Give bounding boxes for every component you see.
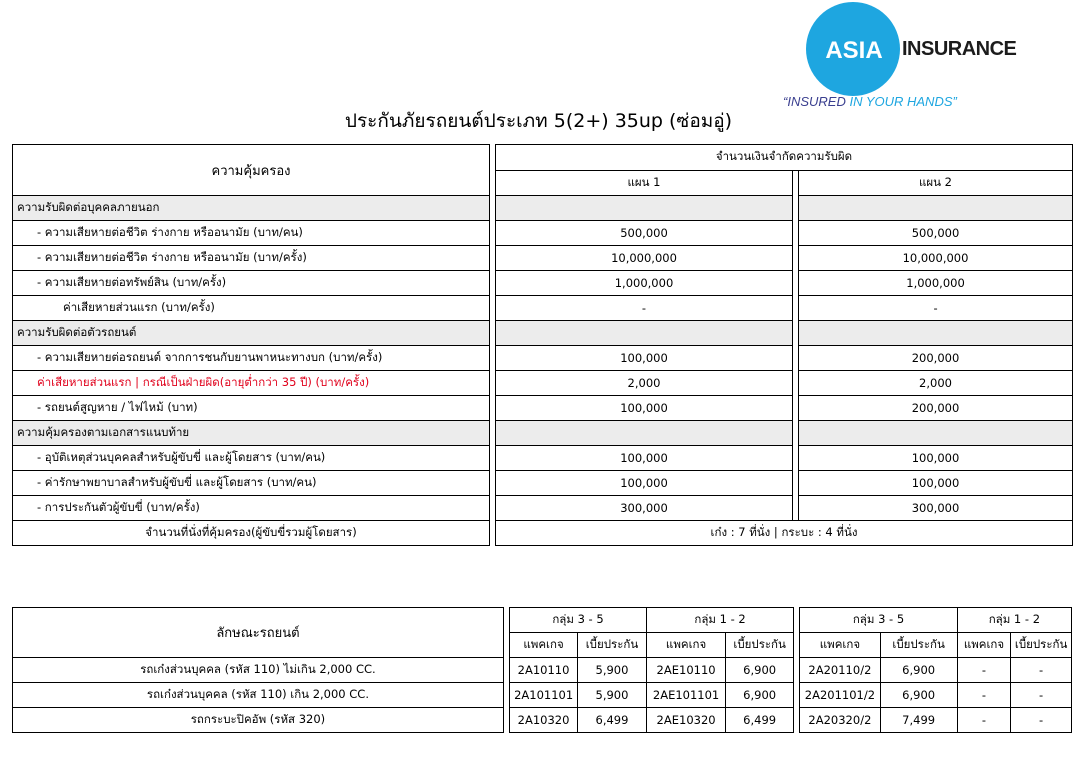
col-premium: เบี้ยประกัน — [1011, 633, 1072, 658]
package-code: - — [957, 658, 1011, 683]
premium-value: 6,900 — [726, 683, 794, 708]
deductible-label: ค่าเสียหายส่วนแรก | กรณีเป็นฝ่ายผิด(อายุต่ำกว่า 35 ปี) (บาท/ครั้ง) — [13, 371, 490, 396]
coverage-row — [13, 471, 1073, 496]
group-header: กลุ่ม 3 - 5 — [800, 608, 957, 633]
plan2-header: แผน 2 — [799, 170, 1073, 196]
car-type-label: รถเก๋งส่วนบุคคล (รหัส 110) เกิน 2,000 CC. — [13, 683, 504, 708]
premium-value: 6,499 — [578, 708, 647, 733]
premium-value: 6,900 — [880, 658, 957, 683]
coverage-label: - ความเสียหายต่อทรัพย์สิน (บาท/ครั้ง) — [13, 271, 490, 296]
package-code: 2A10320 — [510, 708, 578, 733]
premium-row — [13, 708, 1072, 733]
coverage-label: - ความเสียหายต่อชีวิต ร่างกาย หรืออนามัย (บาท/คน) — [13, 221, 490, 246]
tagline-part-b: IN YOUR HANDS” — [849, 94, 957, 109]
group-header: กลุ่ม 3 - 5 — [510, 608, 647, 633]
premium-value: 5,900 — [578, 683, 647, 708]
page-title: ประกันภัยรถยนต์ประเภท 5(2+) 35up (ซ่อมอู่) — [344, 110, 733, 132]
coverage-row — [13, 221, 1073, 246]
package-code: 2A20110/2 — [800, 658, 880, 683]
package-code: 2AE10110 — [646, 658, 725, 683]
col-package: แพคเกจ — [800, 633, 880, 658]
limit-header: จำนวนเงินจำกัดความรับผิด — [496, 145, 1073, 171]
section-row — [13, 421, 1073, 446]
car-type-label: รถกระบะปิคอัพ (รหัส 320) — [13, 708, 504, 733]
coverage-row — [13, 371, 1073, 396]
plan1-value: 10,000,000 — [496, 246, 793, 271]
plan1-value: 100,000 — [496, 446, 793, 471]
coverage-row — [13, 346, 1073, 371]
plan1-value: 1,000,000 — [496, 271, 793, 296]
coverage-label: - การประกันตัวผู้ขับขี่ (บาท/ครั้ง) — [13, 496, 490, 521]
logo-brand: ASIA — [825, 37, 883, 64]
plan2-value: 500,000 — [799, 221, 1073, 246]
coverage-row — [13, 396, 1073, 421]
coverage-header: ความคุ้มครอง — [13, 145, 490, 196]
plan2-value: - — [799, 296, 1073, 321]
plan1-value: 100,000 — [496, 396, 793, 421]
package-code: 2AE101101 — [646, 683, 725, 708]
plan2-value: 200,000 — [799, 396, 1073, 421]
group-header: กลุ่ม 1 - 2 — [957, 608, 1071, 633]
plan2-value: 10,000,000 — [799, 246, 1073, 271]
coverage-label: - รถยนต์สูญหาย / ไฟไหม้ (บาท) — [13, 396, 490, 421]
package-code: 2A20320/2 — [800, 708, 880, 733]
package-code: 2A201101/2 — [800, 683, 880, 708]
plan2-value: 2,000 — [799, 371, 1073, 396]
coverage-label: - อุบัติเหตุส่วนบุคคลสำหรับผู้ขับขี่ และผู้โดยสาร (บาท/คน) — [13, 446, 490, 471]
section-title: ความรับผิดต่อตัวรถยนต์ — [13, 321, 490, 346]
premium-value: 6,900 — [880, 683, 957, 708]
coverage-row — [13, 496, 1073, 521]
col-package: แพคเกจ — [646, 633, 725, 658]
plan2-value: 100,000 — [799, 471, 1073, 496]
premium-value: 6,499 — [726, 708, 794, 733]
plan2-value: 200,000 — [799, 346, 1073, 371]
plan2-value: 1,000,000 — [799, 271, 1073, 296]
premium-value: 5,900 — [578, 658, 647, 683]
plan1-value: 500,000 — [496, 221, 793, 246]
package-code: 2AE10320 — [646, 708, 725, 733]
plan1-value: 100,000 — [496, 346, 793, 371]
seats-value: เก๋ง : 7 ที่นั่ง | กระบะ : 4 ที่นั่ง — [496, 521, 1073, 546]
car-type-label: รถเก๋งส่วนบุคคล (รหัส 110) ไม่เกิน 2,000 CC. — [13, 658, 504, 683]
coverage-row — [13, 296, 1073, 321]
plan1-value: 2,000 — [496, 371, 793, 396]
asia-insurance-logo — [783, 2, 1036, 110]
coverage-table — [12, 144, 1073, 546]
plan1-header: แผน 1 — [496, 170, 793, 196]
seats-label: จำนวนที่นั่งที่คุ้มครอง(ผู้ขับขี่รวมผู้โดยสาร) — [13, 521, 490, 546]
section-title: ความคุ้มครองตามเอกสารแนบท้าย — [13, 421, 490, 446]
section-row — [13, 196, 1073, 221]
coverage-label: - ค่ารักษาพยาบาลสำหรับผู้ขับขี่ และผู้โดยสาร (บาท/คน) — [13, 471, 490, 496]
col-premium: เบี้ยประกัน — [578, 633, 647, 658]
group-header: กลุ่ม 1 - 2 — [646, 608, 793, 633]
package-code: - — [957, 683, 1011, 708]
package-code: - — [957, 708, 1011, 733]
package-code: 2A101101 — [510, 683, 578, 708]
coverage-row — [13, 446, 1073, 471]
coverage-row — [13, 271, 1073, 296]
logo-name: INSURANCE — [902, 38, 1017, 60]
plan2-value: 100,000 — [799, 446, 1073, 471]
col-package: แพคเกจ — [957, 633, 1011, 658]
premium-value: - — [1011, 708, 1072, 733]
premium-group-row — [13, 608, 1072, 633]
col-premium: เบี้ยประกัน — [880, 633, 957, 658]
premium-value: - — [1011, 683, 1072, 708]
seats-row — [13, 521, 1073, 546]
section-row — [13, 321, 1073, 346]
premium-row — [13, 683, 1072, 708]
section-title: ความรับผิดต่อบุคคลภายนอก — [13, 196, 490, 221]
coverage-header-row — [13, 145, 1073, 171]
coverage-label: - ความเสียหายต่อชีวิต ร่างกาย หรืออนามัย (บาท/ครั้ง) — [13, 246, 490, 271]
plan1-value: 100,000 — [496, 471, 793, 496]
coverage-label: ค่าเสียหายส่วนแรก (บาท/ครั้ง) — [13, 296, 490, 321]
coverage-label: - ความเสียหายต่อรถยนต์ จากการชนกับยานพาหนะทางบก (บาท/ครั้ง) — [13, 346, 490, 371]
plan2-value: 300,000 — [799, 496, 1073, 521]
package-code: 2A10110 — [510, 658, 578, 683]
premium-table — [12, 607, 1072, 733]
car-type-header: ลักษณะรถยนต์ — [13, 608, 504, 658]
plan1-value: - — [496, 296, 793, 321]
col-package: แพคเกจ — [510, 633, 578, 658]
coverage-row — [13, 246, 1073, 271]
col-premium: เบี้ยประกัน — [726, 633, 794, 658]
premium-value: 6,900 — [726, 658, 794, 683]
premium-value: 7,499 — [880, 708, 957, 733]
premium-row — [13, 658, 1072, 683]
premium-value: - — [1011, 658, 1072, 683]
plan1-value: 300,000 — [496, 496, 793, 521]
tagline-part-a: “INSURED — [783, 94, 850, 109]
